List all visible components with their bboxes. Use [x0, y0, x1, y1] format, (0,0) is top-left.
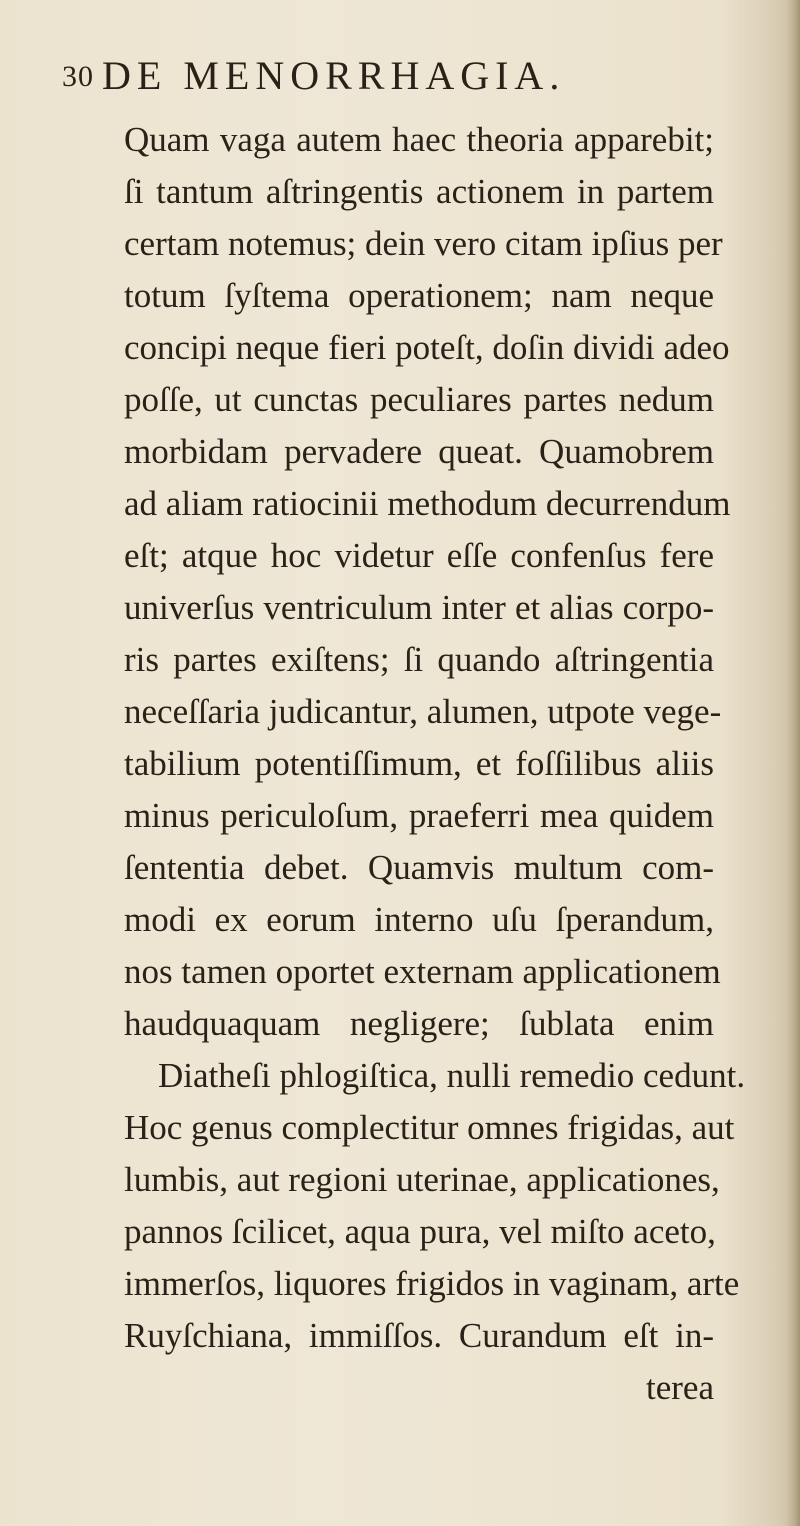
page-header [62, 52, 702, 108]
text-line: poſſe, ut cunctas peculiares partes nedum [124, 380, 714, 419]
text-line: immerſos, liquores frigidos in vaginam, arte [124, 1264, 740, 1303]
text-line: lumbis, aut regioni uterinae, applicationes, [124, 1160, 720, 1199]
running-head: DE MENORRHAGIA. [102, 53, 566, 98]
text-line: ſi tantum aſtringentis actionem in partem [124, 172, 714, 211]
text-line: nos tamen oportet externam applicationem [124, 952, 721, 991]
text-line: Ruyſchiana, immiſſos. Curandum eſt in- [124, 1316, 714, 1355]
text-line: totum ſyſtema operationem; nam neque [124, 276, 714, 315]
text-line: minus periculoſum, praeferri mea quidem [124, 796, 714, 835]
text-line: ad aliam ratiocinii methodum decurrendum [124, 484, 731, 523]
text-line: eſt; atque hoc videtur eſſe confenſus fere [124, 536, 714, 575]
page-number: 30 [62, 60, 94, 93]
text-line: concipi neque fieri poteſt, doſin dividi adeo [124, 328, 730, 367]
text-line: Quam vaga autem haec theoria apparebit; [124, 120, 714, 159]
text-line: haudquaquam negligere; ſublata enim [124, 1004, 714, 1043]
text-line: Hoc genus complectitur omnes frigidas, aut [124, 1108, 735, 1147]
text-line: modi ex eorum interno uſu ſperandum, [124, 900, 714, 939]
text-line: ſententia debet. Quamvis multum com- [124, 848, 714, 887]
text-line: Diatheſi phlogiſtica, nulli remedio cedunt. [158, 1056, 746, 1095]
page-edge-shadow [786, 0, 800, 1526]
text-line: univerſus ventriculum inter et alias corpo- [124, 588, 714, 627]
text-line: neceſſaria judicantur, alumen, utpote vege- [124, 692, 722, 731]
text-line: tabilium potentiſſimum, et foſſilibus aliis [124, 744, 714, 783]
text-line: ris partes exiſtens; ſi quando aſtringentia [124, 640, 714, 679]
text-line: morbidam pervadere queat. Quamobrem [124, 432, 714, 471]
text-line: pannos ſcilicet, aqua pura, vel miſto aceto, [124, 1212, 716, 1251]
text-line: certam notemus; dein vero citam ipſius per [124, 224, 723, 263]
catchword: terea [646, 1368, 714, 1407]
